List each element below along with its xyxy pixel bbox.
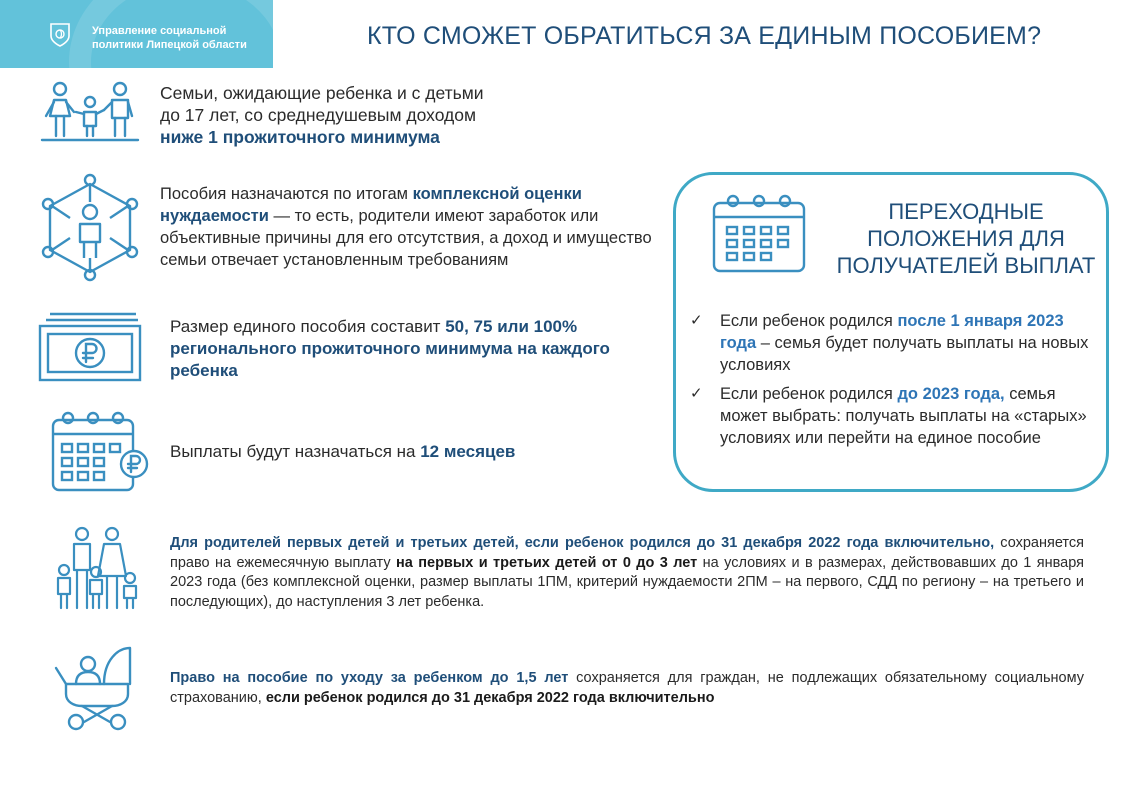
- checkmark-icon: ✓: [690, 312, 703, 329]
- duration-bold: 12 месяцев: [420, 442, 516, 461]
- care-bold: если ребенок родился до 31 декабря 2022 года включительно: [265, 689, 715, 706]
- care-allowance-paragraph: [170, 669, 1084, 708]
- amount-text: [170, 316, 610, 382]
- assessment-part1: Пособия назначаются по итогам: [160, 185, 413, 203]
- panel-title-line1: ПЕРЕХОДНЫЕ: [888, 199, 1044, 224]
- large-family-icon: [50, 524, 142, 612]
- page-title: КТО СМОЖЕТ ОБРАТИТЬСЯ ЗА ЕДИНЫМ ПОСОБИЕМ?: [367, 22, 1042, 50]
- panel-item-text: [720, 383, 1100, 449]
- families-line2: до 17 лет, со среднедушевым доходом: [160, 105, 477, 125]
- duration-text: [170, 441, 630, 463]
- families-text: [160, 82, 580, 148]
- family-icon: [40, 80, 140, 144]
- assessment-bold2: нуждаемости: [160, 207, 269, 225]
- org-name-line2: политики Липецкой области: [92, 39, 247, 51]
- panel-item2-part2: семья может выбрать: получать выплаты на «старых» условиях или перейти на единое пособие: [720, 385, 1087, 447]
- first-third-part1: сохраняется право на ежемесячную выплату: [170, 535, 1084, 571]
- care-lead: Право на пособие по уходу за ребенком до 1,5 лет: [170, 670, 569, 686]
- network-person-icon: [40, 172, 140, 282]
- panel-item1-part2: – семья будет получать выплаты на новых условиях: [720, 334, 1089, 374]
- duration-part1: Выплаты будут назначаться на: [170, 442, 421, 461]
- coat-of-arms-icon: [49, 22, 71, 48]
- header-logo-band: [0, 0, 273, 68]
- care-part1: сохраняется для граждан, не подлежащих обязательному социальному страхованию,: [170, 670, 1084, 706]
- amount-part1: Размер единого пособия составит: [170, 317, 446, 336]
- assessment-text: [160, 183, 680, 271]
- org-name-line1: Управление социальной: [92, 25, 227, 37]
- panel-item-after-2023: [690, 310, 1100, 376]
- panel-item-text: [720, 310, 1100, 376]
- checkmark-icon: ✓: [690, 385, 703, 402]
- first-third-lead: Для родителей первых детей и третьих детей, если ребенок родился до 31 декабря 2022 года включительно,: [170, 535, 995, 551]
- calendar-ruble-icon: [50, 410, 150, 494]
- panel-item-before-2023: [690, 383, 1100, 449]
- families-threshold: ниже 1 прожиточного минимума: [160, 127, 440, 147]
- org-name: [92, 24, 247, 52]
- assessment-part2: — то есть, родители имеют заработок или объективные причины для его отсутствия, а доход и имущество семьи отвечает установленным требованиям: [160, 207, 652, 269]
- panel-title: [826, 198, 1106, 279]
- families-line1: Семьи, ожидающие ребенка и с детьми: [160, 83, 484, 103]
- first-third-bold: на первых и третьих детей от 0 до 3 лет: [396, 554, 698, 571]
- amount-bold: 50, 75 или 100% регионального прожиточного минимума на каждого ребенка: [170, 317, 610, 380]
- assessment-bold1: комплексной оценки: [412, 185, 582, 203]
- first-third-part2: на условиях и в размерах, действовавших до 1 января 2023 года (без комплексной оценки, размер выплаты 1ПМ, критерий нуждаемости 2ПМ – на первого, СДД по региону – на третьего и последующих), до наступления 3 лет ребенка.: [170, 554, 1084, 610]
- panel-item1-bold: после 1 января 2023 года: [720, 312, 1064, 352]
- panel-item2-bold: до 2023 года,: [897, 385, 1005, 403]
- panel-title-line2: ПОЛОЖЕНИЯ ДЛЯ: [867, 226, 1065, 251]
- panel-item1-part1: Если ребенок родился: [720, 312, 898, 330]
- banknote-ruble-icon: [38, 312, 142, 384]
- stroller-icon: [52, 640, 136, 732]
- first-third-children-paragraph: [170, 534, 1084, 612]
- panel-item2-part1: Если ребенок родился: [720, 385, 898, 403]
- calendar-icon: [711, 193, 809, 275]
- panel-title-line3: ПОЛУЧАТЕЛЕЙ ВЫПЛАТ: [836, 253, 1096, 278]
